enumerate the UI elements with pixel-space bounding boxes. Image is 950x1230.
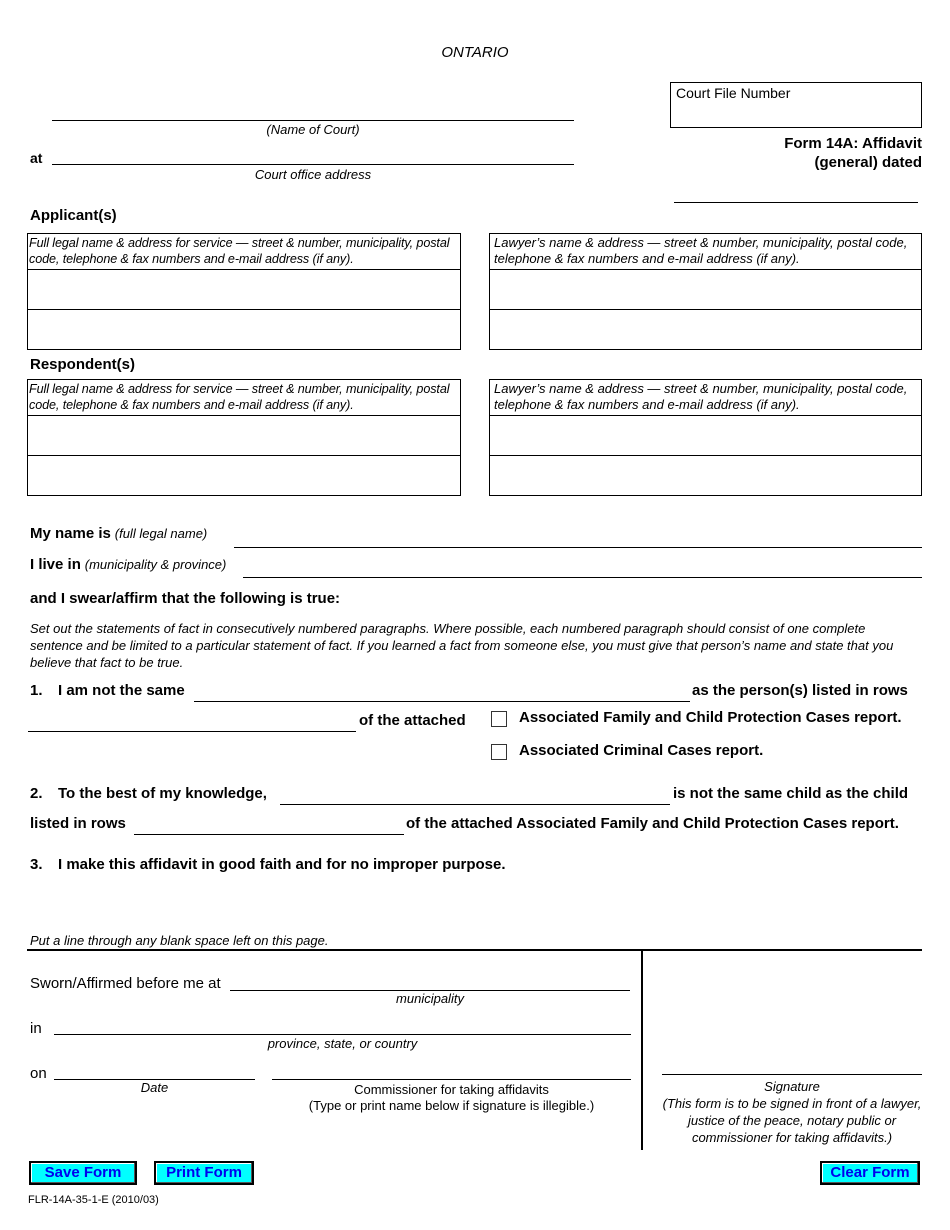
province-heading: ONTARIO — [441, 44, 509, 61]
paragraph-3-number: 3. — [30, 856, 43, 873]
applicant-party-row-1[interactable] — [28, 270, 460, 310]
court-file-number-box[interactable] — [670, 82, 922, 128]
paragraph-2-end: of the attached Associated Family and Child Protection Cases report. — [406, 815, 899, 832]
jurat-vertical-rule — [641, 950, 643, 1150]
court-file-number-label: Court File Number — [676, 85, 791, 101]
on-label: on — [30, 1065, 47, 1082]
paragraph-1-suffix: as the person(s) listed in rows — [692, 682, 908, 699]
sworn-date-field[interactable] — [54, 1062, 255, 1080]
paragraph-2-suffix: is not the same child as the child — [673, 785, 909, 802]
respondent-party-row-1[interactable] — [28, 416, 460, 456]
respondent-lawyer-row-1[interactable] — [490, 416, 921, 456]
respondents-title: Respondent(s) — [30, 356, 135, 373]
deponent-signature-field[interactable] — [662, 1057, 922, 1075]
in-label: in — [30, 1020, 42, 1037]
paragraph-1-text: I am not the same — [58, 682, 185, 699]
paragraph-2-child-field[interactable] — [280, 787, 670, 805]
respondent-party-box — [27, 379, 461, 496]
applicant-lawyer-row-2[interactable] — [490, 310, 921, 350]
respondent-lawyer-header: Lawyer’s name & address — street & number, municipality, postal code, telephone & fax numbers and e-mail address (if any). — [490, 380, 921, 416]
applicant-party-header: Full legal name & address for service — street & number, municipality, postal code, telephone & fax numbers and e-mail address (if any). — [28, 234, 460, 270]
applicant-party-row-2[interactable] — [28, 310, 460, 350]
form-title-line1: Form 14A: Affidavit — [784, 135, 922, 152]
paragraph-2-number: 2. — [30, 785, 43, 802]
instructions-text: Set out the statements of fact in consecutively numbered paragraphs. Where possible, each numbered paragraph should consist of one complete sentence and be limited to a particular statement of fact. If you learned a fact from someone else, you must give that person’s name and state that you believe that fact to be true. — [30, 621, 894, 670]
form-title-line2: (general) dated — [814, 154, 922, 171]
applicant-lawyer-box — [489, 233, 922, 350]
paragraph-1-number: 1. — [30, 682, 43, 699]
paragraph-1-rows-field[interactable] — [28, 714, 356, 732]
family-cases-checkbox[interactable] — [491, 711, 507, 727]
form-title — [670, 134, 922, 172]
applicant-lawyer-row-1[interactable] — [490, 270, 921, 310]
signature-caption-block — [658, 1078, 926, 1146]
commissioner-line2: (Type or print name below if signature is illegible.) — [308, 1098, 595, 1113]
respondent-party-row-2[interactable] — [28, 456, 460, 496]
full-legal-name-field[interactable] — [234, 530, 922, 548]
my-name-text: My name is — [30, 525, 111, 542]
commissioner-line1: Commissioner for taking affidavits — [354, 1082, 549, 1097]
family-cases-option: Associated Family and Child Protection Cases report. — [519, 709, 902, 726]
province-caption: province, state, or country — [267, 1036, 418, 1051]
respondent-lawyer-box — [489, 379, 922, 496]
my-name-hint: (full legal name) — [114, 526, 208, 541]
commissioner-caption — [272, 1082, 631, 1114]
signature-note: (This form is to be signed in front of a lawyer, justice of the peace, notary public or commissioner for taking affidavits.) — [662, 1096, 922, 1145]
date-caption: Date — [140, 1080, 169, 1095]
municipality-province-field[interactable] — [243, 560, 922, 578]
applicant-party-box — [27, 233, 461, 350]
paragraph-3-text: I make this affidavit in good faith and for no improper purpose. — [58, 856, 506, 873]
form-code: FLR-14A-35-1-E (2010/03) — [28, 1194, 159, 1206]
live-in-text: I live in — [30, 556, 81, 573]
paragraph-1-attached: of the attached — [359, 712, 466, 729]
criminal-cases-checkbox[interactable] — [491, 744, 507, 760]
affidavit-date-field[interactable] — [674, 185, 918, 203]
criminal-cases-option: Associated Criminal Cases report. — [519, 742, 764, 759]
live-in-hint: (municipality & province) — [84, 557, 227, 572]
blank-space-note: Put a line through any blank space left on this page. — [30, 933, 329, 948]
paragraph-2-rows-label: listed in rows — [30, 815, 126, 832]
sworn-label: Sworn/Affirmed before me at — [30, 975, 221, 992]
jurat-top-rule — [27, 949, 922, 951]
municipality-caption: municipality — [396, 991, 464, 1006]
applicant-lawyer-header: Lawyer’s name & address — street & number, municipality, postal code, telephone & fax numbers and e-mail address (if any). — [490, 234, 921, 270]
clear-form-button[interactable]: Clear Form — [820, 1161, 920, 1185]
respondent-lawyer-row-2[interactable] — [490, 456, 921, 496]
applicants-title: Applicant(s) — [30, 207, 117, 224]
name-of-court-caption: (Name of Court) — [266, 122, 360, 137]
live-in-label — [30, 556, 226, 573]
respondent-party-header: Full legal name & address for service — street & number, municipality, postal code, telephone & fax numbers and e-mail address (if any). — [28, 380, 460, 416]
at-label: at — [30, 150, 43, 166]
save-form-button[interactable]: Save Form — [29, 1161, 137, 1185]
sworn-municipality-field[interactable] — [230, 973, 630, 991]
name-of-court-field[interactable] — [52, 103, 574, 121]
paragraph-1-name-field[interactable] — [194, 684, 690, 702]
court-office-address-field[interactable] — [52, 147, 574, 165]
my-name-label — [30, 525, 207, 542]
paragraph-2-rows-field[interactable] — [134, 817, 404, 835]
print-form-button[interactable]: Print Form — [154, 1161, 254, 1185]
swear-statement: and I swear/affirm that the following is true: — [30, 590, 341, 607]
paragraph-2-text: To the best of my knowledge, — [58, 785, 267, 802]
signature-caption: Signature — [764, 1079, 820, 1094]
commissioner-signature-field[interactable] — [272, 1062, 631, 1080]
court-office-address-caption: Court office address — [254, 167, 372, 182]
sworn-province-field[interactable] — [54, 1017, 631, 1035]
